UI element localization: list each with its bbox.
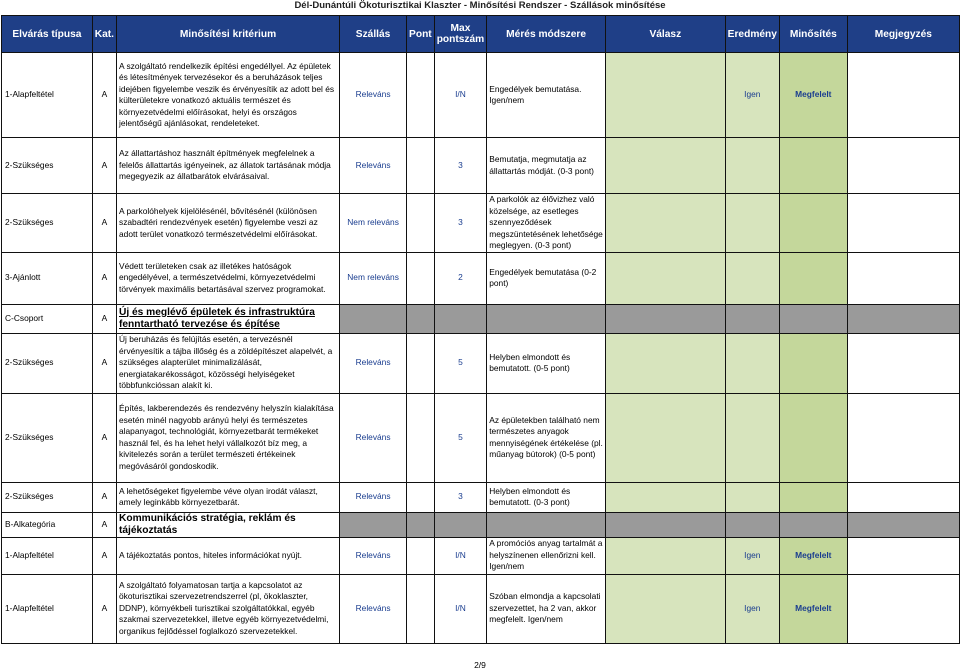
header-type: Elvárás típusa: [2, 16, 93, 53]
row-result[interactable]: [725, 333, 779, 393]
row-points[interactable]: [407, 252, 435, 304]
header-status: Minősítés: [779, 16, 847, 53]
row-category: A: [92, 537, 116, 574]
row-status: Megfelelt: [779, 574, 847, 643]
row-category: A: [92, 393, 116, 482]
row-relevance[interactable]: Nem releváns: [340, 194, 407, 253]
row-category: A: [92, 53, 116, 138]
row-method: Helyben elmondott és bemutatott. (0-3 pont): [487, 482, 606, 512]
row-category: A: [92, 138, 116, 194]
row-answer[interactable]: [605, 482, 725, 512]
row-type: 2-Szükséges: [2, 333, 93, 393]
row-answer: [605, 304, 725, 333]
table-row: [2, 53, 960, 138]
row-status: [779, 252, 847, 304]
group-row: [2, 512, 960, 537]
row-max-points: 3: [434, 194, 487, 253]
row-status: [779, 333, 847, 393]
row-status: Megfelelt: [779, 537, 847, 574]
row-relevance[interactable]: Releváns: [340, 393, 407, 482]
header-answer: Válasz: [605, 16, 725, 53]
row-points[interactable]: [407, 138, 435, 194]
row-points: [407, 512, 435, 537]
header-max: Max pontszám: [434, 16, 487, 53]
row-status: [779, 482, 847, 512]
row-points[interactable]: [407, 194, 435, 253]
row-status: [779, 138, 847, 194]
row-result: [725, 512, 779, 537]
row-method: Helyben elmondott és bemutatott. (0-5 pont): [487, 333, 606, 393]
row-status: [779, 512, 847, 537]
row-status: [779, 194, 847, 253]
row-answer[interactable]: [605, 393, 725, 482]
row-points[interactable]: [407, 53, 435, 138]
row-relevance[interactable]: Releváns: [340, 333, 407, 393]
group-row: [2, 304, 960, 333]
page-number: 2/9: [474, 660, 486, 670]
row-answer[interactable]: [605, 194, 725, 253]
row-points[interactable]: [407, 393, 435, 482]
row-category: A: [92, 333, 116, 393]
row-points[interactable]: [407, 574, 435, 643]
row-answer[interactable]: [605, 138, 725, 194]
row-points[interactable]: [407, 333, 435, 393]
row-criterion: A szolgáltató rendelkezik építési engedéllyel. Az épületek és létesítmények tervezésekor és a beruházások teljes idejében figyelembe veszik és érvényesítik az adott bel és külterületekre vonatkozó aktuális természet és környezetvédelmi előírásokat, helyi és országos jelentőségű ajánlásokat, rendeleteket.: [117, 53, 340, 138]
row-criterion: A szolgáltató folyamatosan tartja a kapcsolatot az ökoturisztikai szervezetrendszerrel (pl, ökoklaszter, DDNP), környékbeli turisztikai szolgáltatókkal, egyéb szakmai szervezetekkel, illetve egyéb környezetvédelmi, organikus fejlődéssel foglalkozó szervezetekkel.: [117, 574, 340, 643]
row-max-points: I/N: [434, 574, 487, 643]
row-result[interactable]: [725, 393, 779, 482]
row-result[interactable]: [725, 138, 779, 194]
table-row: [2, 393, 960, 482]
row-criterion: A lehetőségeket figyelembe véve olyan irodát választ, amely leginkább környezetbarát.: [117, 482, 340, 512]
group-title: Kommunikációs stratégia, reklám és tájékoztatás: [117, 512, 340, 537]
row-max-points: 5: [434, 333, 487, 393]
row-type: 2-Szükséges: [2, 482, 93, 512]
row-note[interactable]: [847, 138, 959, 194]
row-criterion: Az állattartáshoz használt építmények megfelelnek a felelős állattartás igényeinek, az állatok tartásának módja megegyezik az állatbarátok elvárásaival.: [117, 138, 340, 194]
row-relevance[interactable]: Nem releváns: [340, 252, 407, 304]
row-category: A: [92, 574, 116, 643]
document-title: Dél-Dunántúli Ökoturisztikai Klaszter - Minősítési Rendszer - Szállások minősítése: [294, 0, 666, 11]
row-note[interactable]: [847, 252, 959, 304]
row-note[interactable]: [847, 333, 959, 393]
row-result[interactable]: [725, 252, 779, 304]
row-type: 1-Alapfeltétel: [2, 574, 93, 643]
group-title: Új és meglévő épületek és infrastruktúra fenntartható tervezése és építése: [117, 304, 340, 333]
row-result: [725, 304, 779, 333]
header-row: [2, 16, 960, 53]
row-criterion: A parkolóhelyek kijelölésénél, bővítésénél (különösen szabadtéri rendezvények esetén) figyelembe veszi az adott terület vonatkozó természetvédelmi előírásokat.: [117, 194, 340, 253]
row-criterion: A tájékoztatás pontos, hiteles információkat nyújt.: [117, 537, 340, 574]
row-criterion: Új beruházás és felújítás esetén, a tervezésnél érvényesítik a tájba illőség és a zöldépítészet alapelvét, a szükséges alapterület minimalizálását, energiatakarékosságot, közösségi helyiségeket többfunkcióssan alakít ki.: [117, 333, 340, 393]
row-category: A: [92, 194, 116, 253]
table-row: [2, 482, 960, 512]
row-category: A: [92, 512, 116, 537]
header-method: Mérés módszere: [487, 16, 606, 53]
row-note[interactable]: [847, 53, 959, 138]
row-relevance: [340, 512, 407, 537]
row-note[interactable]: [847, 574, 959, 643]
criteria-table: [1, 15, 960, 644]
row-note[interactable]: [847, 482, 959, 512]
row-type: 3-Ajánlott: [2, 252, 93, 304]
table-row: [2, 537, 960, 574]
row-answer[interactable]: [605, 53, 725, 138]
row-answer[interactable]: [605, 574, 725, 643]
row-result[interactable]: [725, 482, 779, 512]
row-points: [407, 304, 435, 333]
row-type: C-Csoport: [2, 304, 93, 333]
row-method: A promóciós anyag tartalmát a helyszínenen ellenőrizni kell. Igen/nem: [487, 537, 606, 574]
row-points[interactable]: [407, 482, 435, 512]
row-max-points: [434, 304, 487, 333]
table-row: [2, 333, 960, 393]
row-type: 1-Alapfeltétel: [2, 537, 93, 574]
table-row: [2, 138, 960, 194]
row-status: [779, 304, 847, 333]
header-note: Megjegyzés: [847, 16, 959, 53]
row-method: Bemutatja, megmutatja az állattartás módját. (0-3 pont): [487, 138, 606, 194]
row-result[interactable]: Igen: [725, 53, 779, 138]
row-method: Engedélyek bemutatása (0-2 pont): [487, 252, 606, 304]
row-relevance[interactable]: Releváns: [340, 537, 407, 574]
row-note[interactable]: [847, 194, 959, 253]
row-result[interactable]: Igen: [725, 574, 779, 643]
row-note[interactable]: [847, 393, 959, 482]
row-max-points: I/N: [434, 537, 487, 574]
row-points[interactable]: [407, 537, 435, 574]
row-max-points: I/N: [434, 53, 487, 138]
row-note[interactable]: [847, 537, 959, 574]
row-note: [847, 304, 959, 333]
header-points: Pont: [407, 16, 435, 53]
row-relevance[interactable]: Releváns: [340, 574, 407, 643]
table-row: [2, 574, 960, 643]
row-method: Szóban elmondja a kapcsolati szervezettet, ha 2 van, akkor megfelelt. Igen/nem: [487, 574, 606, 643]
row-category: A: [92, 252, 116, 304]
row-max-points: 5: [434, 393, 487, 482]
row-type: 1-Alapfeltétel: [2, 53, 93, 138]
row-answer[interactable]: [605, 333, 725, 393]
row-type: 2-Szükséges: [2, 194, 93, 253]
row-relevance[interactable]: Releváns: [340, 482, 407, 512]
row-max-points: 3: [434, 482, 487, 512]
row-relevance: [340, 304, 407, 333]
row-status: Megfelelt: [779, 53, 847, 138]
row-category: A: [92, 304, 116, 333]
row-note: [847, 512, 959, 537]
row-answer[interactable]: [605, 537, 725, 574]
header-lodging: Szállás: [340, 16, 407, 53]
row-method: [487, 304, 606, 333]
row-method: Az épületekben található nem természetes anyagok mennyiségének értékelése (pl. műanyag bútorok) (0-5 pont): [487, 393, 606, 482]
row-method: A parkolók az élővizhez való közelsége, az esetleges szennyeződések megszüntetésének lehetősége meglegyen. (0-3 pont): [487, 194, 606, 253]
row-type: 2-Szükséges: [2, 138, 93, 194]
row-status: [779, 393, 847, 482]
row-type: B-Alkategória: [2, 512, 93, 537]
row-answer: [605, 512, 725, 537]
row-result[interactable]: Igen: [725, 537, 779, 574]
row-type: 2-Szükséges: [2, 393, 93, 482]
row-method: [487, 512, 606, 537]
header-criterion: Minősítési kritérium: [117, 16, 340, 53]
table-row: [2, 194, 960, 253]
row-criterion: Védett területeken csak az illetékes hatóságok engedélyével, a természetvédelmi, környezetvédelmi törvények maximális betartásával szervez programokat.: [117, 252, 340, 304]
row-max-points: 3: [434, 138, 487, 194]
row-answer[interactable]: [605, 252, 725, 304]
row-method: Engedélyek bemutatása. Igen/nem: [487, 53, 606, 138]
row-result[interactable]: [725, 194, 779, 253]
header-result: Eredmény: [725, 16, 779, 53]
row-relevance[interactable]: Releváns: [340, 53, 407, 138]
row-criterion: Építés, lakberendezés és rendezvény helyszín kialakítása esetén minél nagyobb arányú helyi és természetes alapanyagot, technológiát, környezetbarát termékeket használ fel, és ha lehet helyi vállalkozót bíz meg, a kivitelezés során a terület természeti értékeinek megóvásáról gondoskodik.: [117, 393, 340, 482]
row-max-points: [434, 512, 487, 537]
row-category: A: [92, 482, 116, 512]
header-cat: Kat.: [92, 16, 116, 53]
row-max-points: 2: [434, 252, 487, 304]
table-row: [2, 252, 960, 304]
row-relevance[interactable]: Releváns: [340, 138, 407, 194]
